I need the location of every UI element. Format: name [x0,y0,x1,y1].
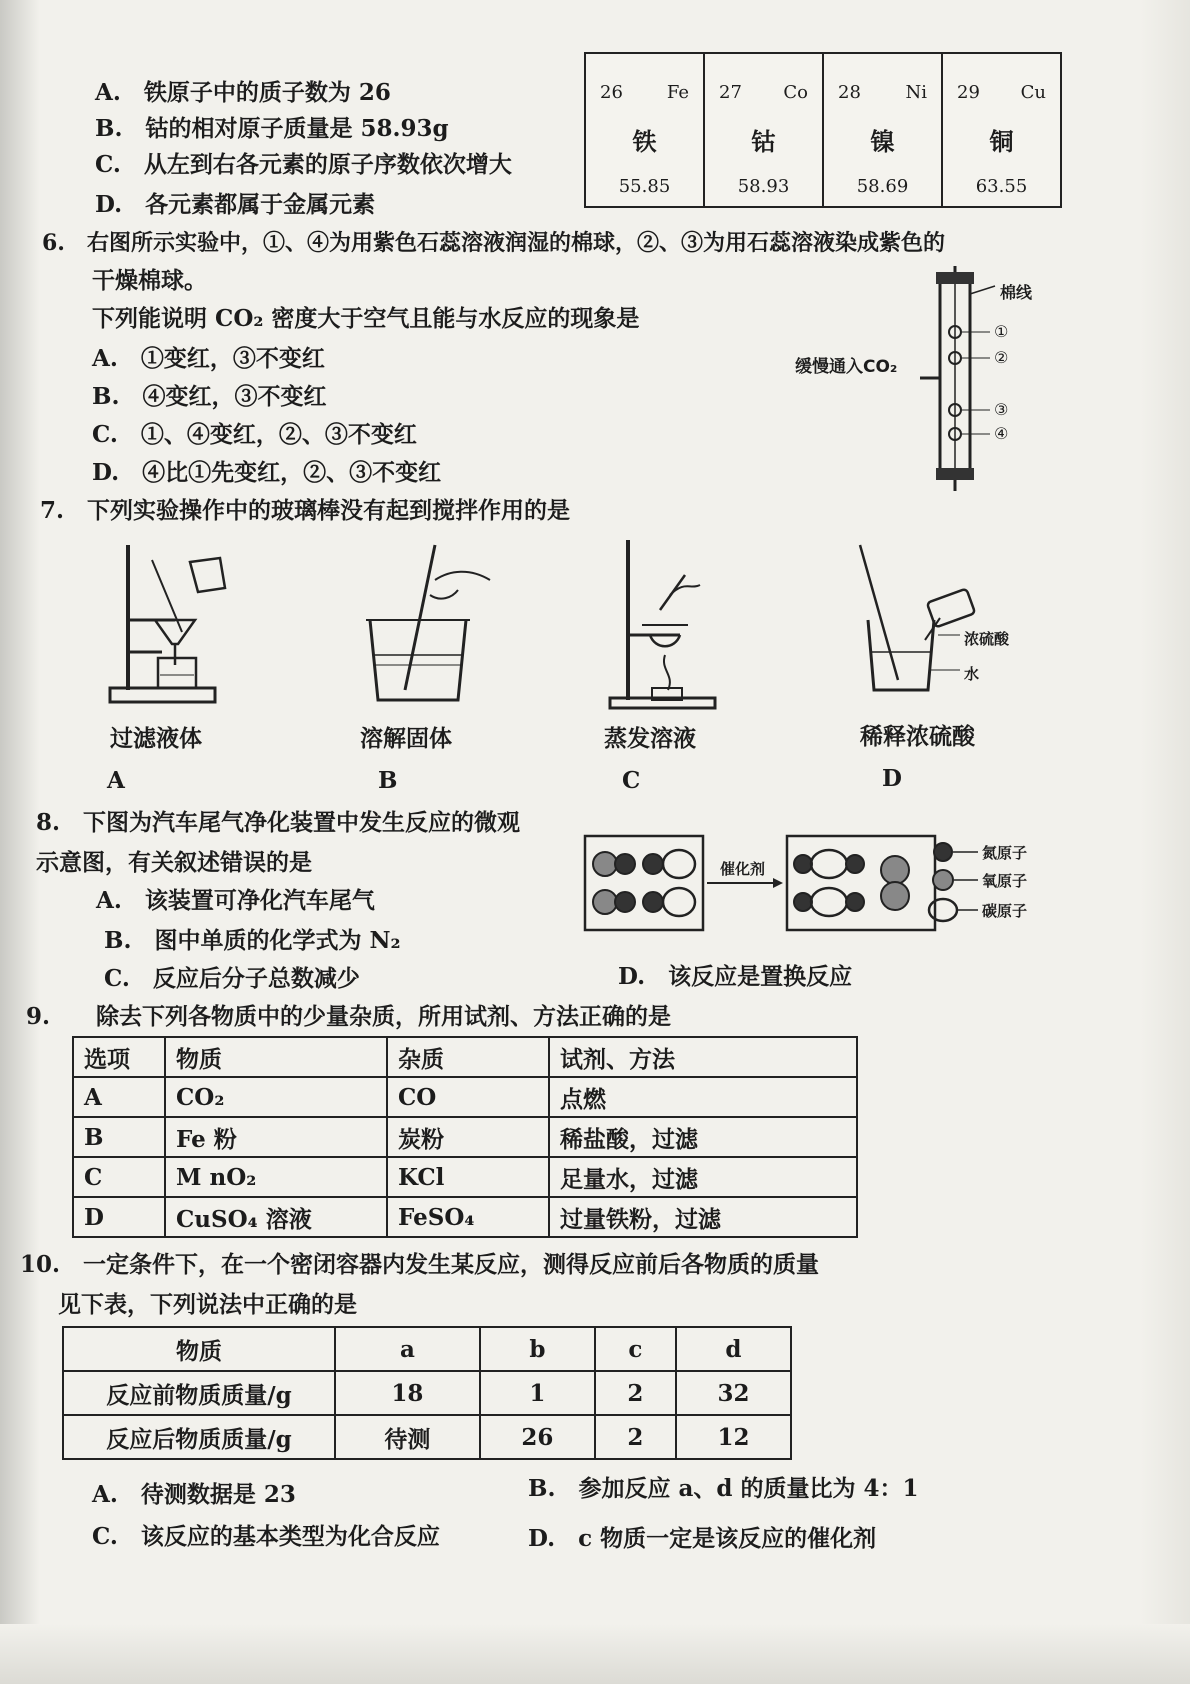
atomic-mass: 58.93 [737,176,790,197]
periodic-table-fragment [584,52,1062,208]
atomic-mass: 58.69 [856,176,909,197]
table-row [63,1415,791,1459]
element-symbol: Ni [905,82,927,103]
table-cell: 炭粉 [387,1117,549,1157]
atomic-mass: 55.85 [618,176,671,197]
atomic-number: 26 [600,82,623,103]
q6-option-d: D. ④比①先变红，②、③不变红 [92,459,442,486]
table-cell: B [73,1117,165,1157]
q8-stem-line1: 8. 下图为汽车尾气净化装置中发生反应的微观 [36,809,521,836]
header-cell: 选项 [73,1037,165,1077]
table-cell: 2 [595,1415,676,1459]
header-cell: a [335,1327,480,1371]
cotton-thread-label: 棉线 [1000,283,1033,302]
evaporation-figure [590,540,730,710]
table-cell: C [73,1157,165,1197]
q9-stem: 9. 除去下列各物质中的少量杂质，所用试剂、方法正确的是 [26,1003,672,1030]
q6-option-b: B. ④变红，③不变红 [92,383,327,410]
element-symbol: Fe [666,82,689,103]
table-cell: 12 [676,1415,791,1459]
table-cell: 足量水，过滤 [549,1157,857,1197]
q10-option-d: D. c 物质一定是该反应的催化剂 [528,1525,877,1552]
legend-carbon: 碳原子 [982,902,1028,920]
fig-a-letter: A [107,767,125,794]
element-cell [586,54,705,206]
q10-option-a: A. 待测数据是 23 [92,1481,296,1508]
table-row [73,1117,857,1157]
table-cell: 稀盐酸，过滤 [549,1117,857,1157]
q10-stem-line1: 10. 一定条件下，在一个密闭容器内发生某反应，测得反应前后各物质的质量 [20,1251,820,1278]
page-left-shadow [0,0,40,1684]
element-cell [824,54,943,206]
q6-option-a: A. ①变红，③不变红 [92,345,325,372]
table-cell: 26 [480,1415,595,1459]
fig-d-letter: D [882,765,902,792]
fig-a-caption: 过滤液体 [110,725,202,752]
fig-c-caption: 蒸发溶液 [604,725,696,752]
q5-option-b: B. 钴的相对原子质量是 58.93g [95,115,449,142]
q8-stem-line2: 示意图，有关叙述错误的是 [36,849,312,876]
table-cell: 32 [676,1371,791,1415]
table-cell: D [73,1197,165,1237]
table-cell: KCl [387,1157,549,1197]
header-cell: d [676,1327,791,1371]
element-name: 钴 [751,127,776,156]
header-cell: c [595,1327,676,1371]
table-cell: Fe 粉 [165,1117,387,1157]
table-row [73,1077,857,1117]
atomic-number: 28 [838,82,861,103]
q10-stem-line2: 见下表，下列说法中正确的是 [58,1291,357,1318]
q8-option-c: C. 反应后分子总数减少 [104,965,360,992]
impurity-table [72,1036,858,1238]
ball-4-label: ④ [994,424,1009,443]
table-cell: 18 [335,1371,480,1415]
q8-option-b: B. 图中单质的化学式为 N₂ [104,927,401,954]
ball-3-label: ③ [994,400,1009,419]
dilution-figure [850,540,1000,710]
element-cell [705,54,824,206]
q6-stem-line3: 下列能说明 CO₂ 密度大于空气且能与水反应的现象是 [92,305,640,332]
element-name: 镍 [870,127,895,156]
legend-oxygen: 氧原子 [982,872,1028,890]
header-cell: b [480,1327,595,1371]
table-cell: A [73,1077,165,1117]
table-cell: CO₂ [165,1077,387,1117]
table-cell: 2 [595,1371,676,1415]
page-bottom-shadow [0,1624,1190,1684]
table-cell: CO [387,1077,549,1117]
fig-b-letter: B [378,767,398,794]
mass-table [62,1326,792,1460]
q10-option-b: B. 参加反应 a、d 的质量比为 4：1 [528,1475,919,1502]
header-cell: 物质 [165,1037,387,1077]
element-symbol: Cu [1020,82,1046,103]
table-cell: CuSO₄ 溶液 [165,1197,387,1237]
catalyst-label: 催化剂 [720,860,766,878]
table-row [63,1371,791,1415]
q8-option-a: A. 该装置可净化汽车尾气 [96,887,375,914]
ball-1-label: ① [994,322,1009,341]
q5-option-a: A. 铁原子中的质子数为 26 [95,79,391,106]
table-row [73,1157,857,1197]
dissolving-figure [360,540,510,710]
q5-option-d: D. 各元素都属于金属元素 [95,191,376,218]
table-header-row [63,1327,791,1371]
element-symbol: Co [783,82,808,103]
water-label: 水 [964,665,980,683]
q6-stem-line1: 6. 右图所示实验中，①、④为用紫色石蕊溶液润湿的棉球，②、③为用石蕊溶液染成紫色的 [42,230,945,256]
q8-option-d: D. 该反应是置换反应 [618,963,853,990]
header-cell: 杂质 [387,1037,549,1077]
header-cell: 试剂、方法 [549,1037,857,1077]
fig-d-caption: 稀释浓硫酸 [860,723,975,750]
element-name: 铁 [632,127,657,156]
table-header-row [73,1037,857,1077]
table-cell: 1 [480,1371,595,1415]
atomic-number: 29 [957,82,980,103]
q10-option-c: C. 该反应的基本类型为化合反应 [92,1523,440,1550]
legend-nitrogen: 氮原子 [982,844,1028,862]
element-cell [943,54,1060,206]
fig-c-letter: C [622,767,641,794]
fig-b-caption: 溶解固体 [360,725,452,752]
q6-option-c: C. ①、④变红，②、③不变红 [92,421,417,448]
table-cell: 点燃 [549,1077,857,1117]
page-right-shadow [1140,0,1190,1684]
q7-stem: 7. 下列实验操作中的玻璃棒没有起到搅拌作用的是 [40,497,571,524]
table-row [73,1197,857,1237]
atomic-number: 27 [719,82,742,103]
acid-label: 浓硫酸 [964,630,1010,648]
table-cell: 反应前物质质量/g [63,1371,335,1415]
table-cell: 待测 [335,1415,480,1459]
table-cell: FeSO₄ [387,1197,549,1237]
atomic-mass: 63.55 [975,176,1028,197]
header-cell: 物质 [63,1327,335,1371]
table-cell: 过量铁粉，过滤 [549,1197,857,1237]
co2-inlet-label: 缓慢通入CO₂ [795,357,898,377]
element-name: 铜 [989,127,1014,156]
ball-2-label: ② [994,348,1009,367]
filtration-figure [100,540,240,710]
table-cell: 反应后物质质量/g [63,1415,335,1459]
q6-stem-line2: 干燥棉球。 [92,267,207,294]
q5-option-c: C. 从左到右各元素的原子序数依次增大 [95,151,512,178]
table-cell: M nO₂ [165,1157,387,1197]
